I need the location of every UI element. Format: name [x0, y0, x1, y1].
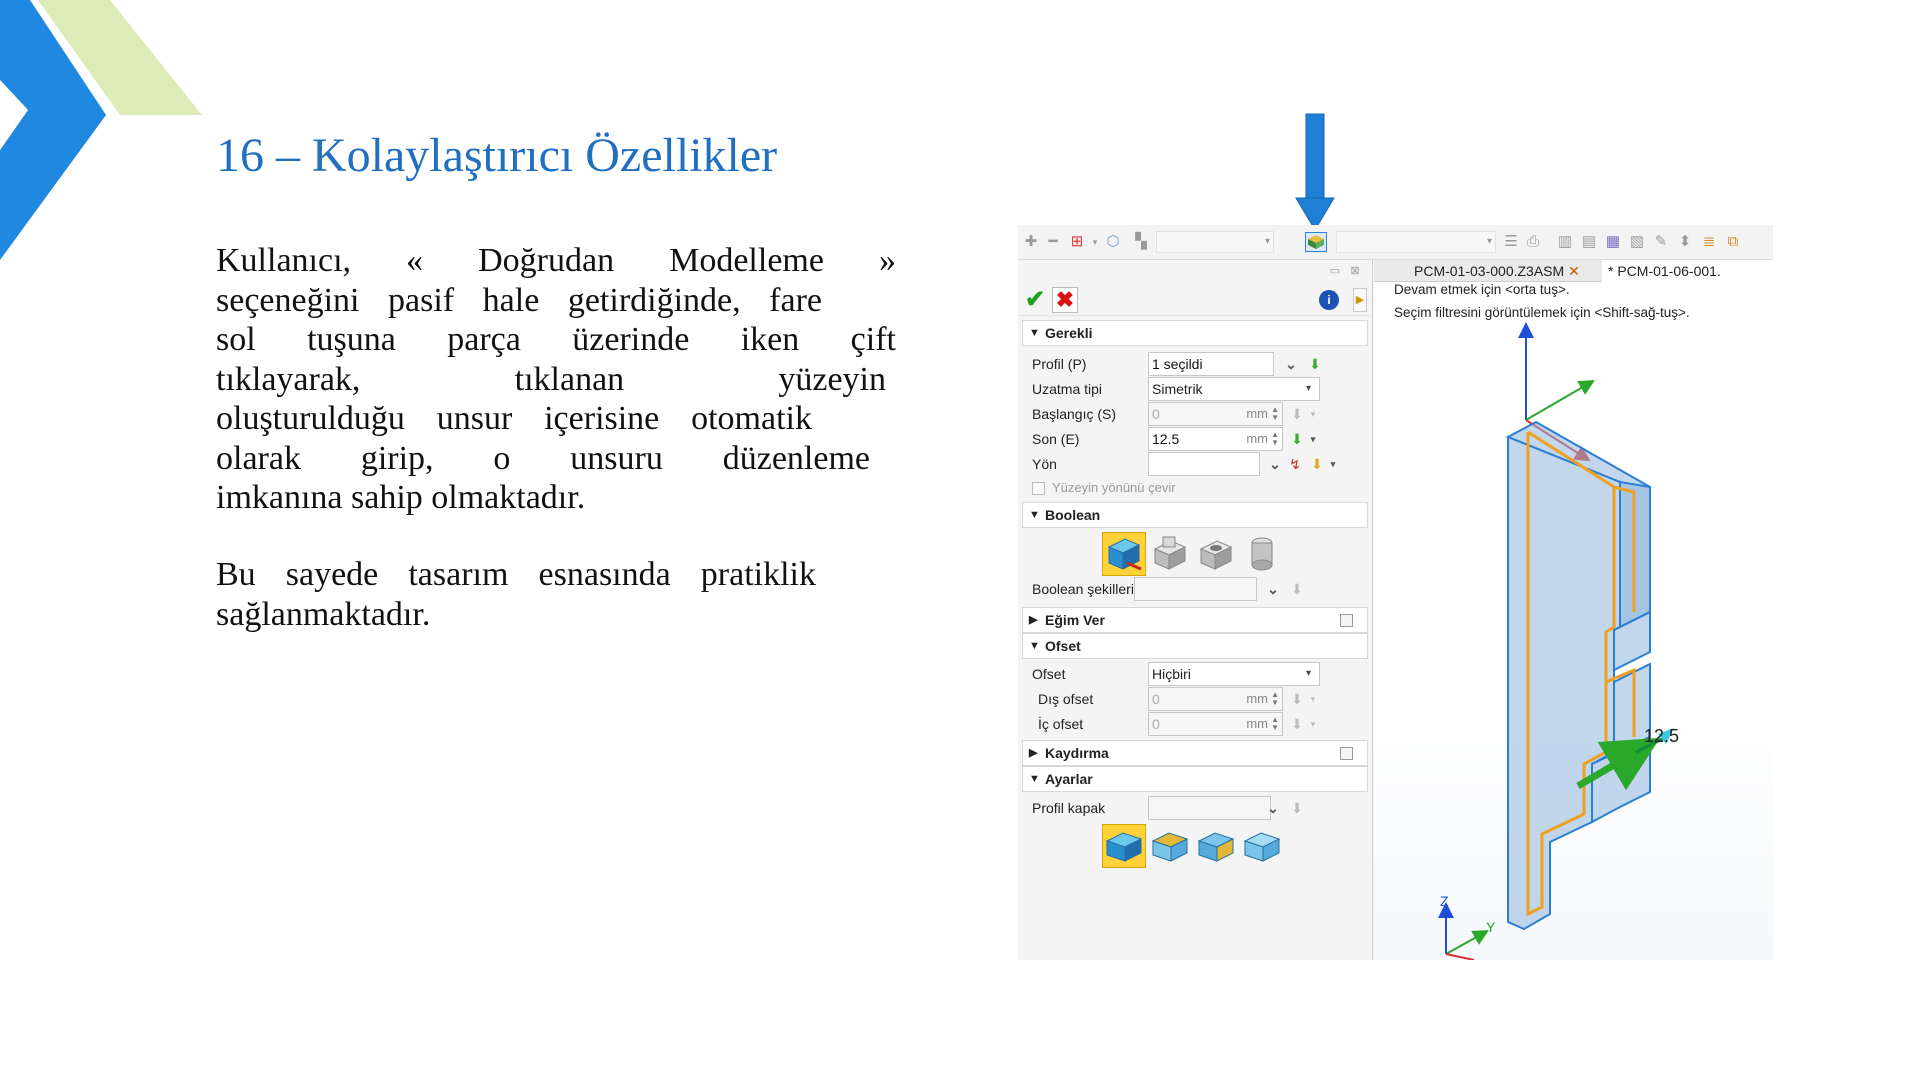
pointer-arrow	[1290, 110, 1340, 235]
son-field[interactable]	[1148, 427, 1283, 451]
paragraph-2	[216, 555, 816, 634]
pick-icon[interactable]: ⬇	[1309, 356, 1321, 372]
uzatma-value: Simetrik	[1152, 381, 1203, 397]
close-icon[interactable]: ✕	[1568, 263, 1580, 279]
uzatma-row	[1032, 377, 1362, 401]
son-value: 12.5	[1152, 431, 1180, 447]
double-chevron-icon[interactable]: ⌄	[1267, 581, 1279, 597]
document-tabs	[1374, 260, 1773, 282]
section-label: Boolean	[1045, 507, 1101, 523]
cad-screenshot	[1018, 225, 1773, 960]
collapse-triangle-icon: ▼	[1029, 327, 1040, 339]
section-label: Ofset	[1045, 638, 1081, 654]
plus-icon[interactable]: ✚	[1024, 233, 1038, 250]
hint-line: Seçim filtresini görüntülemek için <Shift-sağ-tuş>.	[1394, 305, 1690, 320]
axis-y-label: Y	[1486, 919, 1496, 935]
baslangic-label: Başlangıç (S)	[1032, 406, 1117, 422]
dropdown-arrow-icon[interactable]: ▾	[1310, 719, 1316, 729]
uzatma-select[interactable]	[1148, 377, 1320, 401]
cap-none-button[interactable]	[1240, 824, 1284, 868]
boolean-base-button[interactable]	[1102, 532, 1146, 576]
slide-title: 16 – Kolaylaştırıcı Özellikler	[216, 129, 778, 182]
filter-icon[interactable]: ▚	[1135, 233, 1147, 250]
ofset-row	[1032, 662, 1362, 686]
baslangic-value: 0	[1152, 406, 1160, 422]
section-egim-ver[interactable]	[1022, 607, 1368, 633]
layer-icon[interactable]: ≣	[1702, 233, 1716, 250]
3d-viewport[interactable]	[1374, 282, 1773, 960]
expand-triangle-icon: ▶	[1029, 747, 1038, 759]
dropdown-arrow-icon[interactable]: ▾	[1330, 459, 1336, 469]
ofset-select[interactable]	[1148, 662, 1320, 686]
son-row	[1032, 427, 1362, 451]
unit-label: mm	[1246, 716, 1268, 731]
double-chevron-icon[interactable]: ⌄	[1269, 456, 1281, 472]
paragraph-1-line: sol tuşuna parça üzerinde iken çift	[216, 321, 896, 358]
profil-kapak-label: Profil kapak	[1032, 800, 1106, 816]
print-icon[interactable]: ⎙	[1526, 233, 1539, 250]
spinner-icon[interactable]: ▲ ▼	[1271, 405, 1279, 422]
side-panel-icon[interactable]: ▶	[1353, 288, 1367, 312]
pick-icon[interactable]: ⬇	[1311, 456, 1323, 472]
tool-icon-5[interactable]: ✎	[1654, 233, 1668, 250]
tab-part[interactable]	[1602, 260, 1773, 282]
double-chevron-icon[interactable]: ⌄	[1267, 800, 1279, 816]
dis-ofset-row	[1032, 687, 1362, 711]
section-boolean[interactable]	[1022, 502, 1368, 528]
section-gerekli[interactable]	[1022, 320, 1368, 346]
expand-triangle-icon: ▶	[1029, 614, 1038, 626]
yon-row	[1032, 452, 1362, 476]
section-ofset[interactable]	[1022, 633, 1368, 659]
corner-decor	[0, 0, 220, 260]
ic-ofset-label: İç ofset	[1038, 716, 1084, 732]
son-label: Son (E)	[1032, 431, 1080, 447]
dis-ofset-value: 0	[1152, 691, 1160, 707]
toolbar	[1018, 225, 1773, 260]
baslangic-field[interactable]	[1148, 402, 1283, 426]
cancel-x-icon[interactable]: ✖	[1052, 287, 1078, 313]
pick-icon[interactable]: ⬇	[1291, 691, 1303, 707]
ofset-value: Hiçbiri	[1152, 666, 1191, 682]
ic-ofset-field[interactable]	[1148, 712, 1283, 736]
dropdown-arrow-icon: ▾	[1305, 668, 1311, 679]
collapse-triangle-icon: ▼	[1029, 509, 1040, 521]
axis-z-label: Z	[1440, 893, 1449, 909]
section-checkbox[interactable]	[1340, 747, 1353, 760]
unit-label: mm	[1246, 406, 1268, 421]
paragraph-1-line: oluşturulduğu unsur içerisine otomatik	[216, 400, 812, 437]
unit-label: mm	[1246, 431, 1268, 446]
cap-end-button[interactable]	[1194, 824, 1238, 868]
direct-modeling-toggle[interactable]	[1305, 232, 1327, 252]
boolean-shapes-field[interactable]	[1134, 577, 1257, 601]
paragraph-1-line: Kullanıcı, « Doğrudan Modelleme »	[216, 242, 896, 279]
tab-label: * PCM-01-06-001.	[1608, 263, 1721, 279]
tool-icon-4[interactable]: ▧	[1629, 233, 1645, 250]
tab-assembly[interactable]	[1408, 260, 1586, 282]
dis-ofset-field[interactable]	[1148, 687, 1283, 711]
ok-check-icon[interactable]: ✔	[1024, 286, 1046, 313]
section-label: Eğim Ver	[1045, 612, 1105, 628]
dimension-label: 12.5	[1644, 726, 1680, 746]
boolean-shapes-row	[1032, 577, 1362, 601]
spinner-icon[interactable]: ▲ ▼	[1271, 430, 1279, 447]
profil-kapak-field[interactable]	[1148, 796, 1271, 820]
export-icon[interactable]: ⧉	[1727, 233, 1739, 250]
3d-part-model	[1374, 282, 1773, 960]
ofset-label: Ofset	[1032, 666, 1066, 682]
dropdown-arrow-icon: ▾	[1305, 383, 1311, 394]
secondary-combo[interactable]: ▾	[1336, 231, 1496, 253]
filter-combo[interactable]: ▾	[1156, 231, 1274, 253]
tab-label: PCM-01-03-000.Z3ASM	[1414, 263, 1565, 279]
panel-header	[1018, 260, 1373, 282]
cap-start-button[interactable]	[1148, 824, 1192, 868]
collapse-triangle-icon: ▼	[1029, 773, 1040, 785]
pin-icon[interactable]: ▭	[1329, 265, 1341, 277]
align-icon[interactable]: ☰	[1504, 233, 1518, 250]
boolean-intersect-button[interactable]	[1240, 532, 1284, 576]
section-checkbox[interactable]	[1340, 614, 1353, 627]
section-ayarlar[interactable]	[1022, 766, 1368, 792]
dropdown-arrow-icon[interactable]: ▾	[1310, 409, 1316, 419]
boolean-add-button[interactable]	[1148, 532, 1192, 576]
section-label: Gerekli	[1045, 325, 1093, 341]
double-chevron-icon[interactable]: ⌄	[1285, 356, 1297, 372]
yon-field[interactable]	[1148, 452, 1260, 476]
flip-label: Yüzeyin yönünü çevir	[1052, 480, 1176, 495]
pick-icon[interactable]: ⬇	[1291, 406, 1303, 422]
profil-row	[1032, 352, 1362, 376]
add-frame-icon[interactable]: ⊞	[1070, 233, 1084, 250]
flip-checkbox[interactable]	[1032, 482, 1045, 495]
baslangic-row	[1032, 402, 1362, 426]
profil-kapak-row	[1032, 796, 1362, 820]
section-kaydirma[interactable]	[1022, 740, 1368, 766]
panel-close-icon[interactable]: ⊠	[1350, 265, 1360, 277]
shape-icon[interactable]: ⬡	[1106, 233, 1120, 250]
paragraph-2-line: sağlanmaktadır.	[216, 595, 431, 633]
paragraph-1-line: olarak girip, o unsuru düzenleme	[216, 439, 870, 477]
minus-icon[interactable]: ━	[1048, 233, 1058, 250]
reverse-direction-icon[interactable]: ↯	[1289, 456, 1301, 472]
dropdown-arrow-icon[interactable]: ▾	[1310, 694, 1316, 704]
paragraph-1-line: seçeneğini pasif hale getirdiğinde, fare	[216, 281, 822, 319]
paragraph-2-line: Bu sayede tasarım esnasında pratiklik	[216, 556, 816, 593]
tool-icon-6[interactable]: ⬍	[1678, 233, 1692, 250]
uzatma-label: Uzatma tipi	[1032, 381, 1103, 397]
dis-ofset-label: Dış ofset	[1038, 691, 1094, 707]
collapse-triangle-icon: ▼	[1029, 640, 1040, 652]
pick-icon[interactable]: ⬇	[1291, 716, 1303, 732]
ic-ofset-value: 0	[1152, 716, 1160, 732]
paragraph-1-line: tıklayarak, tıklanan yüzeyin	[216, 360, 886, 398]
boolean-remove-button[interactable]	[1194, 532, 1238, 576]
pick-icon[interactable]: ⬇	[1291, 800, 1303, 816]
info-icon[interactable]: i	[1319, 290, 1339, 310]
unit-label: mm	[1246, 691, 1268, 706]
tool-icon-3[interactable]: ▦	[1605, 233, 1621, 250]
ic-ofset-row	[1032, 712, 1362, 736]
paragraph-1	[216, 241, 896, 518]
profil-value: 1 seçildi	[1152, 356, 1203, 372]
section-label: Kaydırma	[1045, 745, 1109, 761]
yon-label: Yön	[1032, 456, 1057, 472]
section-label: Ayarlar	[1045, 771, 1093, 787]
dropdown-arrow-icon[interactable]: ▾	[1092, 237, 1098, 247]
spinner-icon[interactable]: ▲ ▼	[1271, 715, 1279, 732]
hint-line: Devam etmek için <orta tuş>.	[1394, 282, 1570, 297]
extrude-panel	[1018, 260, 1373, 960]
dropdown-arrow-icon[interactable]: ▾	[1310, 434, 1316, 444]
profil-field[interactable]	[1148, 352, 1274, 376]
spinner-icon[interactable]: ▲ ▼	[1271, 690, 1279, 707]
profil-label: Profil (P)	[1032, 356, 1087, 372]
pick-icon[interactable]: ⬇	[1291, 581, 1303, 597]
boolean-shapes-label: Boolean şekilleri	[1032, 581, 1134, 597]
tool-icon-2[interactable]: ▤	[1581, 233, 1597, 250]
flip-row	[1032, 476, 1362, 500]
cap-both-button[interactable]	[1102, 824, 1146, 868]
pick-icon[interactable]: ⬇	[1291, 431, 1303, 447]
tool-icon-1[interactable]: ▥	[1557, 233, 1573, 250]
ok-cancel-row	[1018, 282, 1373, 316]
paragraph-1-line: imkanına sahip olmaktadır.	[216, 479, 586, 516]
